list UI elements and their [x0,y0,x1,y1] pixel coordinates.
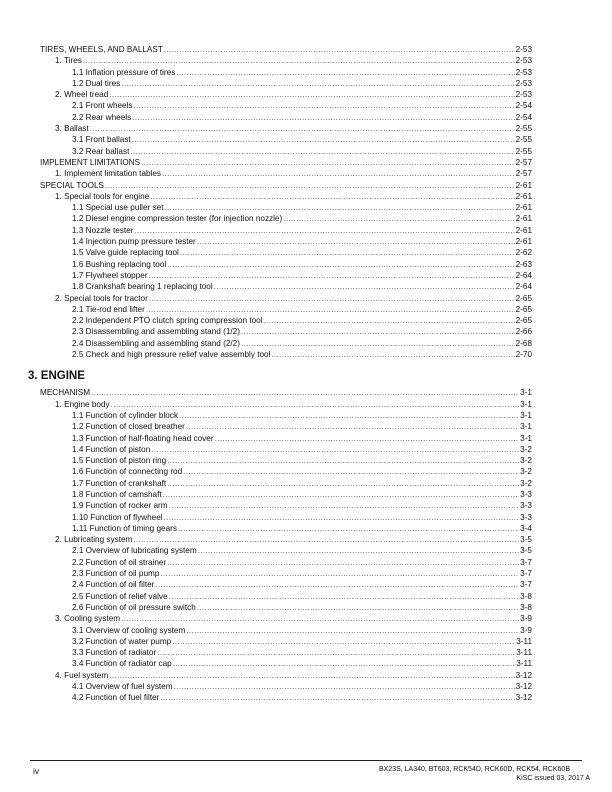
dot-leader [172,636,515,647]
toc-entry-title: 1.1 Inflation pressure of tires [72,67,176,77]
toc-entry-page: 2-55 [515,124,532,134]
toc-entry-title: 4. Fuel system [55,670,109,680]
toc-entry-page: 3-4 [520,523,532,533]
dot-leader [90,123,515,134]
toc-entry[interactable] [40,421,532,432]
toc-entry-page: 2-65 [515,304,532,314]
toc-entry[interactable] [40,123,532,134]
toc-entry[interactable] [40,100,532,111]
toc-entry-title: 1.2 Function of closed breather [72,422,185,432]
page-number: iv [33,766,40,776]
toc-entry[interactable] [40,647,532,658]
toc-entry[interactable] [40,315,532,326]
toc-entry-title: 1. Engine body [55,399,110,409]
toc-entry-title: 2.1 Front wheels [72,101,133,111]
toc-entry-page: 3-1 [520,410,532,420]
toc-entry[interactable] [40,338,532,349]
dot-leader [133,534,519,545]
toc-entry-title: 2.3 Disassembling and assembling stand (1/2) [72,327,240,337]
toc-entry-page: 2-53 [515,78,532,88]
toc-entry[interactable] [40,304,532,315]
toc-entry-title: 1.10 Function of flywheel [72,512,163,522]
toc-entry-title: 1.6 Bushing replacing tool [72,259,167,269]
toc-entry-title: 2.5 Function of relief valve [72,591,168,601]
toc-entry-title: 1.8 Crankshaft bearing 1 replacing tool [72,282,213,292]
dot-leader [180,247,515,258]
toc-entry-title: 4.2 Function of fuel filter [72,693,160,703]
toc-entry-title: 1.1 Special use puller set [72,203,164,213]
dot-leader [174,681,515,692]
toc-entry-page: 2-61 [515,237,532,247]
toc-entry-title: 2.1 Tie-rod end lifter [72,304,145,314]
toc-entry-title: 1.2 Dual tires [72,78,121,88]
toc-entry[interactable] [40,557,532,568]
dot-leader [215,433,520,444]
toc-entry-page: 2-53 [515,90,532,100]
dot-leader [162,168,515,179]
dot-leader [197,602,519,613]
toc-entry-page: 3-7 [520,580,532,590]
toc-entry-page: 2-64 [515,282,532,292]
toc-entry-title: 2. Lubricating system [55,535,133,545]
dot-leader [186,625,519,636]
dot-leader [91,387,519,398]
toc-entry-title: IMPLEMENT LIMITATIONS [40,157,141,167]
toc-entry-page: 2-63 [515,259,532,269]
dot-leader [121,613,519,624]
toc-entry-page: 3-11 [516,636,532,646]
dot-leader [164,512,520,523]
toc-entry-page: 3-9 [520,614,532,624]
toc-entry[interactable] [40,512,532,523]
dot-leader [132,134,515,145]
toc-entry[interactable] [40,658,532,669]
toc-entry[interactable] [40,349,532,360]
dot-leader [283,213,514,224]
toc-entry-title: 3.3 Function of radiator [72,648,157,658]
toc-entry-title: 1.5 Function of piston ring [72,456,167,466]
toc-entry[interactable] [40,636,532,647]
dot-leader [178,523,519,534]
toc-entry[interactable] [40,67,532,78]
toc-entry-page: 2-53 [515,56,532,66]
dot-leader [149,270,515,281]
toc-entry[interactable] [40,213,532,224]
toc-entry[interactable] [40,78,532,89]
toc-entry[interactable] [40,579,532,590]
toc-entry-title: 2.2 Independent PTO clutch spring compression tool [72,316,263,326]
toc-entry-page: 3-12 [515,693,532,703]
toc-entry[interactable] [40,681,532,692]
toc-entry-title: 1.4 Function of piston [72,444,151,454]
toc-entry[interactable] [40,225,532,236]
dot-leader [264,315,515,326]
dot-leader [214,281,515,292]
toc-entry[interactable] [40,466,532,477]
toc-entry-page: 2-61 [515,214,532,224]
dot-leader [150,191,514,202]
toc-entry[interactable] [40,259,532,270]
toc-entry-page: 2-57 [515,157,532,167]
toc-entry-page: 2-54 [515,112,532,122]
toc-entry-page: 3-2 [520,478,532,488]
toc-entry-page: 3-2 [520,467,532,477]
toc-entry-page: 2-65 [515,293,532,303]
toc-entry[interactable] [40,534,532,545]
toc-entry[interactable] [40,433,532,444]
dot-leader [241,326,515,337]
toc-entry-title: 1.11 Function of timing gears [72,523,177,533]
toc-entry[interactable] [40,281,532,292]
toc-entry-page: 2-55 [515,146,532,156]
toc-entry-page: 3-1 [520,399,532,409]
toc-entry[interactable] [40,478,532,489]
toc-entry[interactable] [40,692,532,703]
toc-entry[interactable] [40,180,532,191]
dot-leader [173,658,516,669]
dot-leader [83,55,515,66]
toc-entry[interactable] [40,236,532,247]
dot-leader [164,44,515,55]
toc-entry-page: 3-11 [516,648,532,658]
dot-leader [176,67,514,78]
toc-entry-page: 3-11 [516,659,532,669]
toc-entry-title: 1.3 Nozzle tester [72,225,134,235]
toc-entry[interactable] [40,326,532,337]
toc-entry[interactable] [40,455,532,466]
toc-entry-page: 2-53 [515,67,532,77]
toc-entry-title: 1.2 Diesel engine compression tester (for injection nozzle) [72,214,283,224]
toc-entry-page: 2-53 [515,45,532,54]
toc-entry-title: 3.1 Front ballast [72,135,131,145]
toc-entry-page: 3-8 [520,602,532,612]
model-list: BX23S, LA340, BT603, RCK54D, RCK60D, RCK54, RCK60B [378,766,570,773]
toc-entry-title: 1.1 Function of cylinder block [72,410,179,420]
toc-entry-title: 3. Ballast [55,124,89,134]
toc-entry-page: 3-1 [520,422,532,432]
dot-leader [167,557,519,568]
toc-entry-page: 3-3 [520,512,532,522]
toc-entry[interactable] [40,613,532,624]
toc-entry-title: 2.4 Function of oil filter [72,580,155,590]
toc-entry[interactable] [40,410,532,421]
toc-entry-page: 3-9 [520,625,532,635]
toc-entry-title: 1.6 Function of connecting rod [72,467,183,477]
toc-entry-title: 2. Special tools for tractor [55,293,148,303]
toc-entry[interactable] [40,625,532,636]
table-of-contents [28,44,532,704]
toc-entry-title: 1.8 Function of camshaft [72,489,162,499]
toc-entry[interactable] [40,191,532,202]
toc-entry-page: 3-1 [520,433,532,443]
dot-leader [169,591,520,602]
issue-note: KiSC issued 03, 2017 A [516,775,590,782]
toc-entry-title: 3.4 Function of radiator cap [72,659,172,669]
dot-leader [111,399,520,410]
toc-entry-page: 2-65 [515,316,532,326]
toc-entry[interactable] [40,523,532,534]
toc-entry-page: 2-57 [515,169,532,179]
toc-entry[interactable] [40,112,532,123]
toc-entry-page: 2-62 [515,248,532,258]
dot-leader [130,146,514,157]
toc-entry-page: 3-7 [520,557,532,567]
toc-entry-title: SPECIAL TOOLS [40,180,105,190]
toc-entry-page: 2-54 [515,101,532,111]
toc-section-chapter-2 [40,44,532,360]
dot-leader [132,112,514,123]
toc-entry-page: 2-66 [515,327,532,337]
dot-leader [134,100,515,111]
toc-entry-title: 2.6 Function of oil pressure switch [72,602,196,612]
toc-entry-title: 1.7 Function of crankshaft [72,478,167,488]
dot-leader [105,180,515,191]
chapter-heading: 3. ENGINE [28,370,85,383]
dot-leader [160,568,519,579]
toc-entry-title: 2.2 Function of oil strainer [72,557,167,567]
toc-entry-title: 2. Wheel tread [55,90,109,100]
toc-entry-page: 3-12 [515,670,532,680]
toc-entry-page: 3-3 [520,501,532,511]
toc-entry-page: 2-61 [515,225,532,235]
toc-entry[interactable] [40,500,532,511]
dot-leader [271,349,514,360]
dot-leader [164,202,514,213]
toc-entry[interactable] [40,489,532,500]
toc-entry[interactable] [40,55,532,66]
toc-entry[interactable] [40,444,532,455]
toc-entry[interactable] [40,168,532,179]
dot-leader [183,466,519,477]
toc-entry-page: 2-68 [515,338,532,348]
toc-entry[interactable] [40,89,532,100]
toc-entry-title: 2.2 Rear wheels [72,112,132,122]
toc-entry-page: 2-61 [515,191,532,201]
toc-entry-title: 1. Special tools for engine [55,191,150,201]
toc-entry-page: 2-61 [515,203,532,213]
dot-leader [151,444,519,455]
toc-entry-title: 1. Implement limitation tables [55,169,162,179]
dot-leader [149,293,515,304]
toc-entry-page: 3-1 [520,388,532,398]
toc-entry-title: 3.1 Overview of cooling system [72,625,186,635]
toc-entry-title: 1.9 Function of rocker arm [72,501,168,511]
toc-entry-title: TIRES, WHEELS, AND BALLAST [40,45,163,54]
dot-leader [163,489,520,500]
toc-entry[interactable] [40,602,532,613]
toc-entry-title: 3.2 Rear ballast [72,146,130,156]
toc-entry-title: 1.4 Injection pump pressure tester [72,237,196,247]
toc-entry-page: 2-55 [515,135,532,145]
toc-entry-page: 3-5 [520,535,532,545]
toc-entry-title: 2.5 Check and high pressure relief valve assembly tool [72,350,271,360]
dot-leader [109,670,514,681]
dot-leader [167,259,514,270]
dot-leader [198,545,519,556]
toc-entry[interactable] [40,202,532,213]
toc-entry-title: 2.1 Overview of lubricating system [72,546,197,556]
dot-leader [155,579,519,590]
dot-leader [167,455,519,466]
dot-leader [109,89,514,100]
toc-section-chapter-3 [40,387,532,703]
dot-leader [186,421,519,432]
toc-entry-page: 3-5 [520,546,532,556]
toc-entry-page: 3-7 [520,569,532,579]
toc-entry-page: 3-2 [520,456,532,466]
toc-entry[interactable] [40,399,532,410]
toc-entry-page: 3-8 [520,591,532,601]
toc-entry-page: 3-3 [520,489,532,499]
toc-entry[interactable] [40,387,532,398]
toc-entry[interactable] [40,134,532,145]
toc-entry[interactable] [40,44,532,55]
toc-entry-title: 2.3 Function of oil pump [72,569,160,579]
dot-leader [167,478,519,489]
toc-entry-title: 4.1 Overview of fuel system [72,682,173,692]
toc-entry[interactable] [40,247,532,258]
dot-leader [146,304,515,315]
toc-entry-title: 1.7 Flywheel stopper [72,270,148,280]
toc-entry-title: MECHANISM [40,388,91,398]
dot-leader [241,338,515,349]
toc-entry[interactable] [40,568,532,579]
dot-leader [169,500,520,511]
toc-entry[interactable] [40,146,532,157]
toc-entry[interactable] [40,270,532,281]
toc-entry-page: 2-64 [515,270,532,280]
toc-entry-title: 1. Tires [55,56,82,66]
toc-entry[interactable] [40,591,532,602]
toc-entry-title: 3.2 Function of water pump [72,636,172,646]
dot-leader [197,236,515,247]
dot-leader [134,225,514,236]
toc-entry[interactable] [40,293,532,304]
toc-entry-page: 2-70 [515,350,532,360]
dot-leader [179,410,519,421]
dot-leader [157,647,515,658]
toc-entry-page: 3-12 [515,682,532,692]
toc-entry-title: 3. Cooling system [55,614,121,624]
footer-divider [30,760,582,761]
toc-entry[interactable] [40,545,532,556]
dot-leader [160,692,514,703]
toc-entry[interactable] [40,670,532,681]
toc-entry-title: 1.5 Valve guide replacing tool [72,248,179,258]
toc-entry[interactable] [40,157,532,168]
toc-entry-title: 2.4 Disassembling and assembling stand (2/2) [72,338,240,348]
dot-leader [141,157,515,168]
dot-leader [121,78,514,89]
toc-entry-page: 3-2 [520,444,532,454]
toc-entry-title: 1.3 Function of half-floating head cover [72,433,214,443]
toc-entry-page: 2-61 [515,180,532,190]
